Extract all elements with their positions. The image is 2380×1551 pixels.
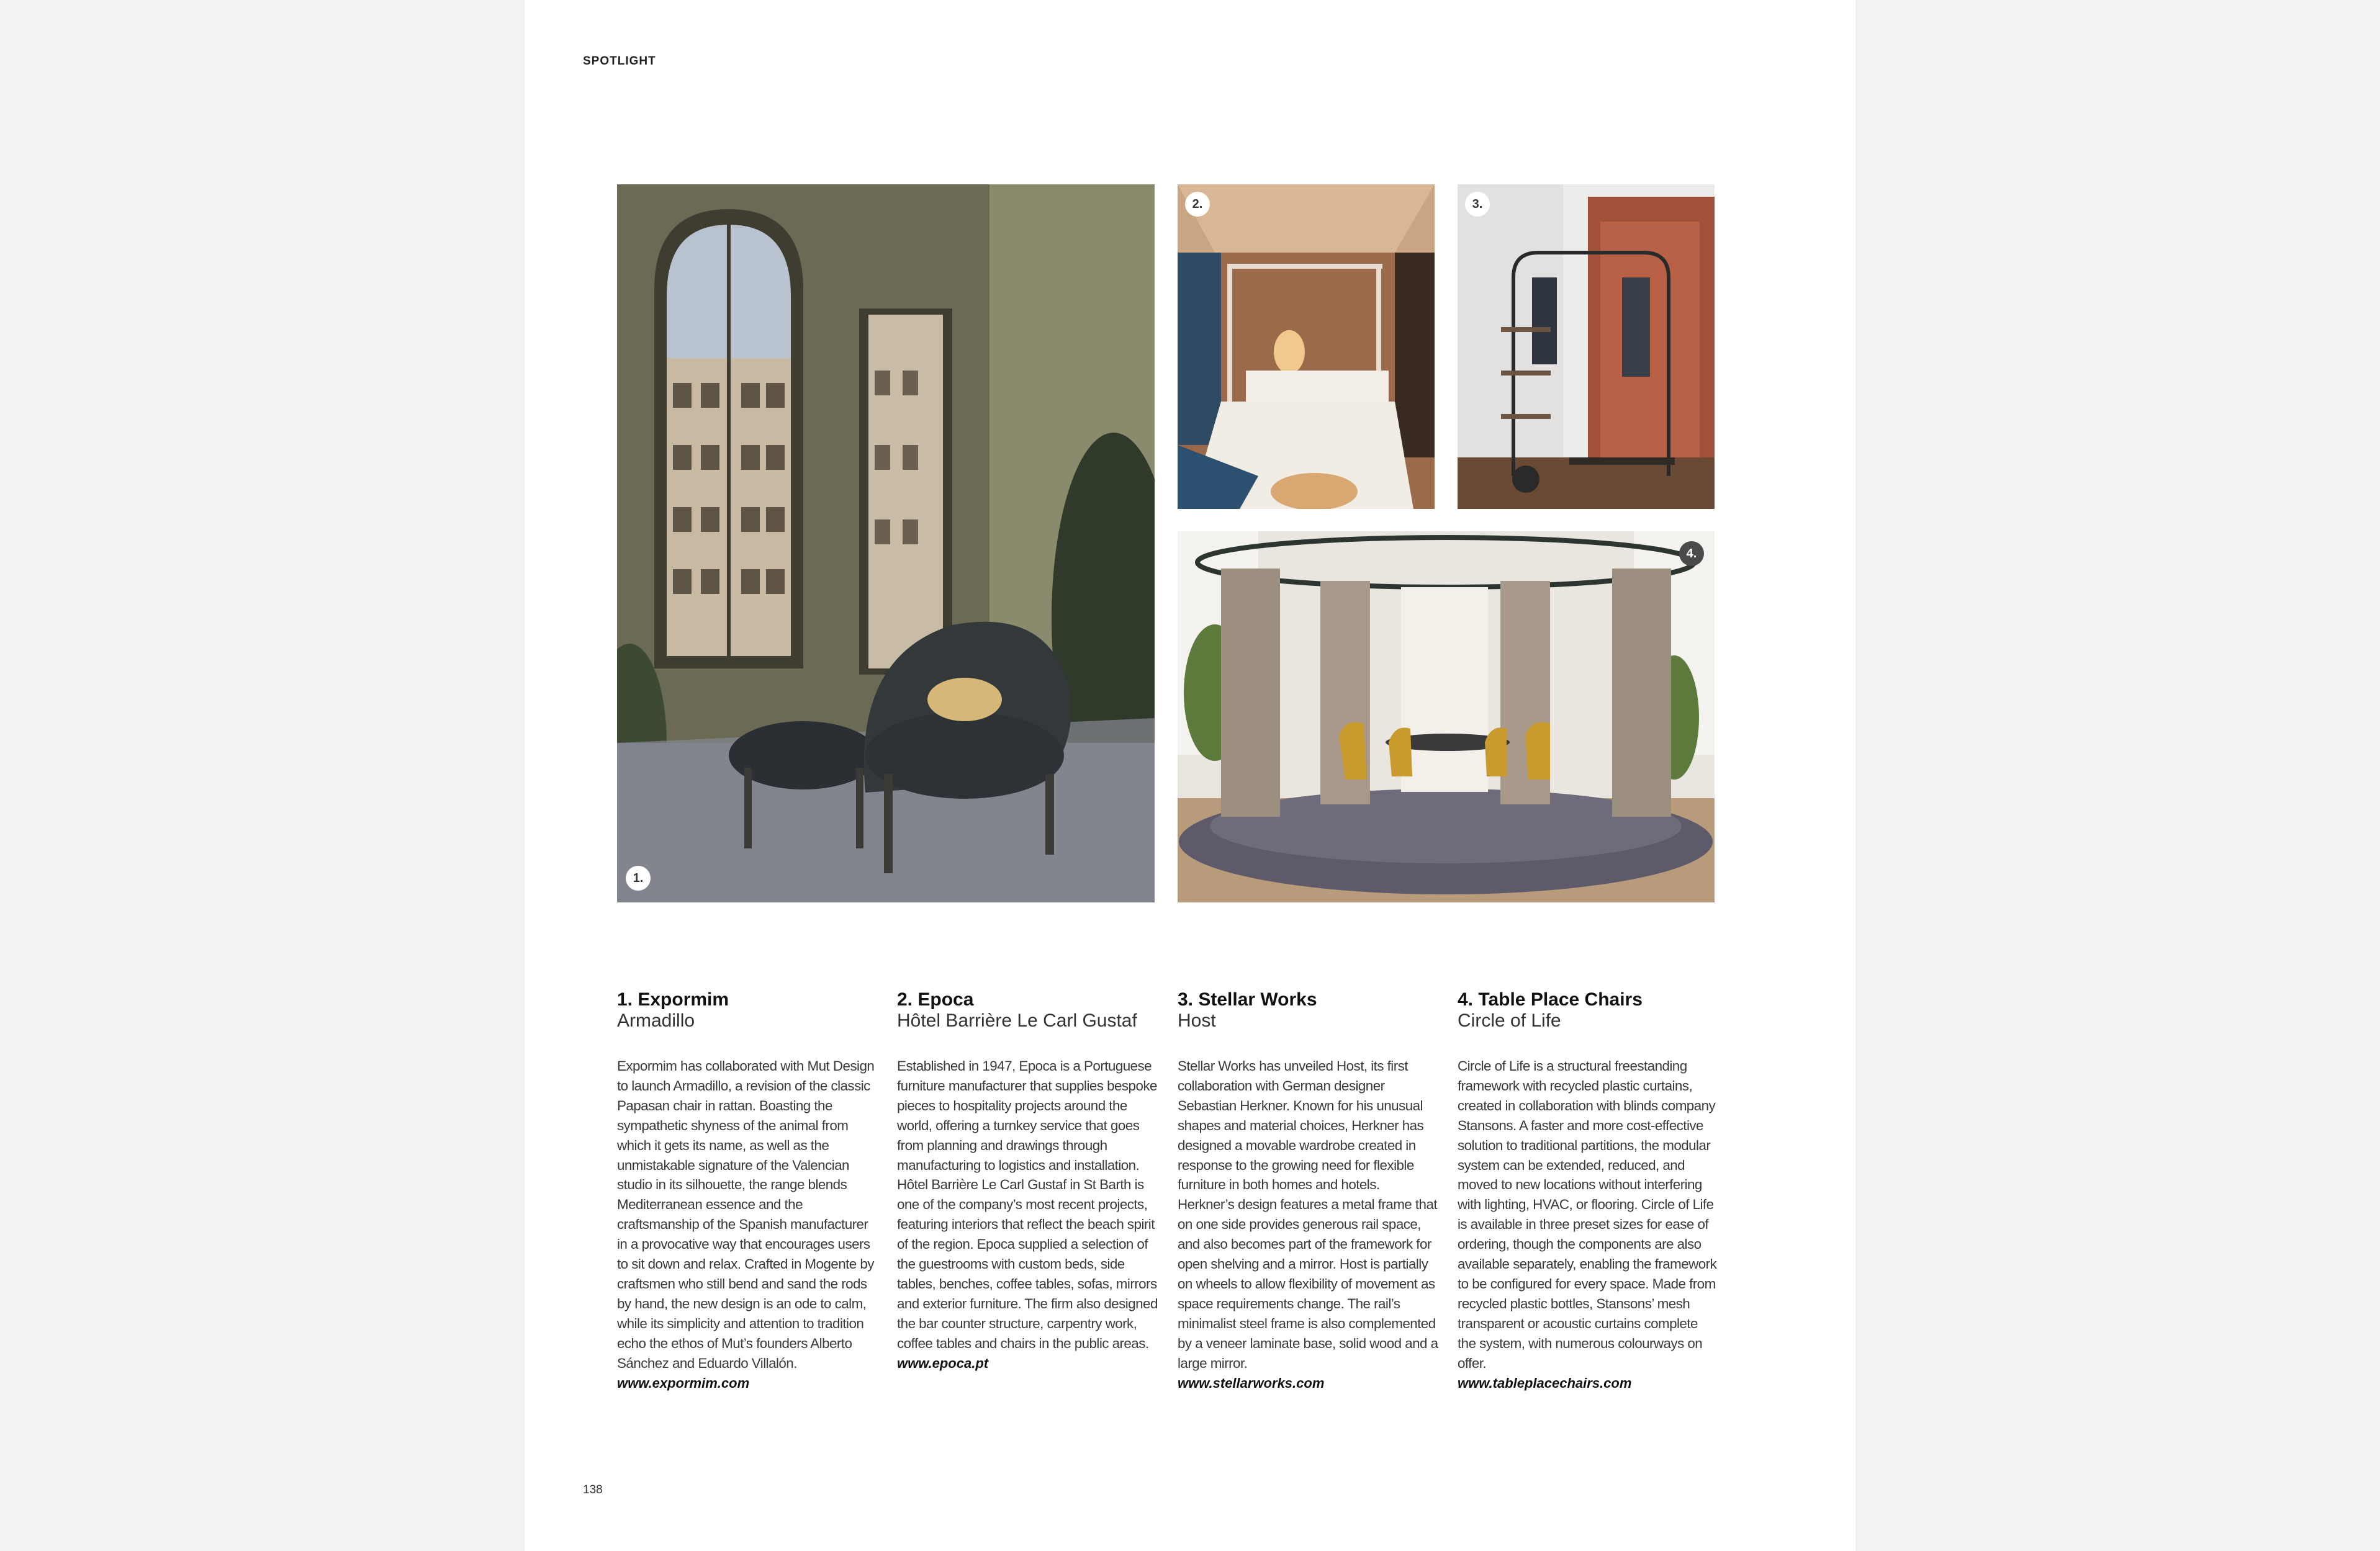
- article-title: 2. Epoca: [897, 989, 974, 1010]
- article-subtitle: Hôtel Barrière Le Carl Gustaf: [897, 1010, 1137, 1031]
- article-expormim: [617, 989, 878, 1393]
- photo-circle-of-life: [1178, 531, 1715, 902]
- article-stellar-works: [1178, 989, 1438, 1393]
- article-subtitle: Armadillo: [617, 1010, 695, 1031]
- article-subtitle: Host: [1178, 1010, 1216, 1031]
- article-title: 4. Table Place Chairs: [1458, 989, 1643, 1010]
- photo-armadillo: [617, 184, 1155, 902]
- article-link[interactable]: www.epoca.pt: [897, 1355, 989, 1371]
- photo-number-badge: 1.: [626, 866, 651, 891]
- article-title: 1. Expormim: [617, 989, 729, 1010]
- article-body: Stellar Works has unveiled Host, its first collaboration with German designer Sebastian Herkner. Known for his unusual shapes and material choices, Herkner has designed a movable wardrobe created in response to the growing need for flexible furniture in both homes and hotels. Herkner’s design features a metal frame that on one side provides generous rail space, and also becomes part of the framework for open shelving and a mirror. Host is partially on wheels to allow flexibility of movement as space requirements change. The rail’s minimalist steel frame is also complemented by a veneer laminate base, solid wood and a large mirror.: [1178, 1058, 1438, 1371]
- article-title: 3. Stellar Works: [1178, 989, 1317, 1010]
- photo-hotel-bedroom: [1178, 184, 1435, 509]
- article-body: Circle of Life is a structural freestanding framework with recycled plastic curtains, created in collaboration with blinds company Stansons. A faster and more cost-effective solution to traditional partitions, the modular system can be extended, reduced, and moved to new locations without interfering with lighting, HVAC, or flooring. Circle of Life is available in three preset sizes for ease of ordering, though the components are also available separately, enabling the framework to be configured for every space. Made from recycled plastic bottles, Stansons’ mesh transparent or acoustic curtains complete the system, with numerous colourways on offer.: [1458, 1058, 1717, 1371]
- article-subtitle: Circle of Life: [1458, 1010, 1561, 1031]
- section-label: SPOTLIGHT: [583, 55, 656, 68]
- article-link[interactable]: www.tableplacechairs.com: [1458, 1375, 1632, 1391]
- photo-number-badge: 4.: [1679, 541, 1704, 566]
- page-number: 138: [583, 1483, 603, 1496]
- magazine-page: [525, 0, 1855, 1551]
- article-epoca: [897, 989, 1158, 1373]
- photo-wardrobe: [1458, 184, 1715, 509]
- article-link[interactable]: www.stellarworks.com: [1178, 1375, 1325, 1391]
- article-link[interactable]: www.expormim.com: [617, 1375, 750, 1391]
- article-table-place-chairs: [1458, 989, 1718, 1393]
- article-body: Expormim has collaborated with Mut Design to launch Armadillo, a revision of the classic Papasan chair in rattan. Boasting the sympathetic shyness of the animal from which it gets its name, as well as the unmistakable signature of the Valencian studio in its silhouette, the range blends Mediterranean essence and the craftsmanship of the Spanish manufacturer in a provocative way that encourages users to sit down and relax. Crafted in Mogente by craftsmen who still bend and sand the rods by hand, the new design is an ode to calm, while its simplicity and attention to tradition echo the ethos of Mut’s founders Alberto Sánchez and Eduardo Villalón.: [617, 1058, 875, 1371]
- photo-number-badge: 3.: [1465, 192, 1490, 217]
- photo-number-badge: 2.: [1185, 192, 1210, 217]
- article-body: Established in 1947, Epoca is a Portuguese furniture manufacturer that supplies bespoke pieces to hospitality projects around the world, offering a turnkey service that goes from planning and drawings through manufacturing to logistics and installation. Hôtel Barrière Le Carl Gustaf in St Barth is one of the company’s most recent projects, featuring interiors that reflect the beach spirit of the region. Epoca supplied a selection of the guestrooms with custom beds, side tables, benches, coffee tables, sofas, mirrors and exterior furniture. The firm also designed the bar counter structure, carpentry work, coffee tables and chairs in the public areas.: [897, 1058, 1158, 1351]
